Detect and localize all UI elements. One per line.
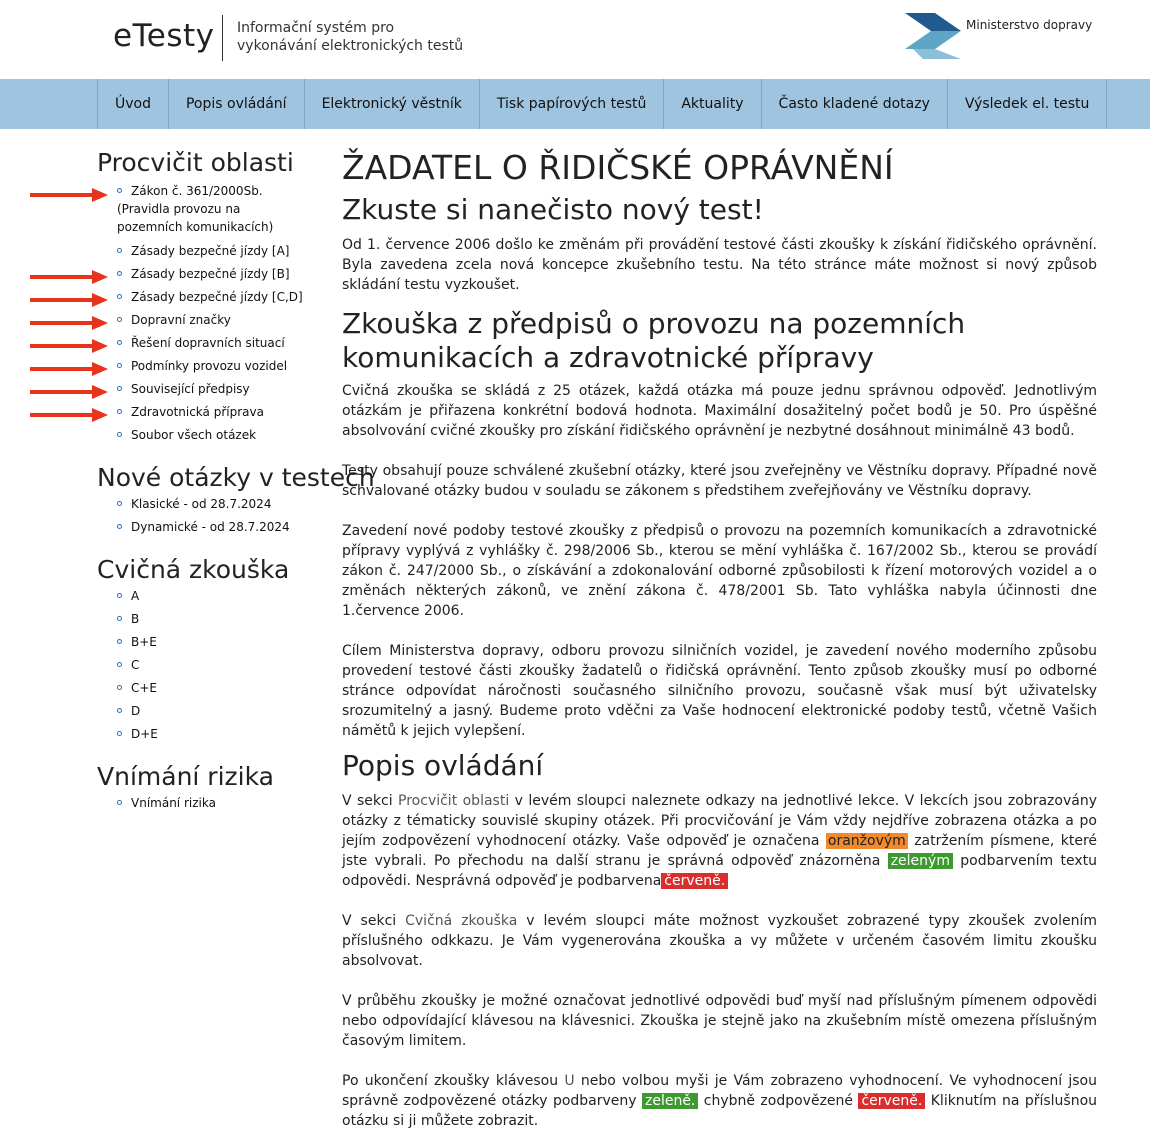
exam-paragraph-4: Cílem Ministerstva dopravy, odboru provozu silničních vozidel, je zavedení nového moderního způsobu provedení testové části zkoušky žadatelů o řidičská oprávnění. Tento způsob zkoušky musí po odborné stránce odpovídat náročnosti současného silničního provozu, současně však musí být uživatelsky srozumitelný a jasný. Budeme proto vděčni za Vaše hodnocení elektronické podoby testů, včetně Vašich námětů k jejich vylepšení. (342, 643, 1097, 739)
text-span: chybně zodpovězené (703, 1093, 854, 1109)
intro-paragraph: Od 1. července 2006 došlo ke změnám při provádění testové části zkoušky k získání řidičského oprávnění. Byla zavedena zcela nová koncepce zkušebního testu. Na této stránce máte možnost si nový způsob skládání testu vyzkoušet. (342, 237, 1097, 293)
text-span: Po ukončení zkoušky klávesou (342, 1073, 565, 1089)
sidebar-item-exam-c[interactable] (97, 656, 342, 679)
red-highlight: červeně. (858, 1093, 925, 1109)
text-span: zatržením písmene, které jste vybrali. Po přechodu na další stranu je správná odpověď znázorněna (342, 833, 1098, 869)
nav-popis-ovladani[interactable]: Popis ovládání (168, 79, 304, 129)
sidebar-item-znacky[interactable] (97, 311, 342, 334)
bullet-icon (117, 731, 122, 736)
sidebar-item-label: Klasické - od 28.7.2024 (131, 497, 272, 511)
etesty-logo[interactable]: eTesty (113, 18, 215, 54)
risk-list (97, 794, 342, 817)
green-highlight: zeleným (888, 853, 953, 869)
exam-paragraph-2: Testy obsahují pouze schválené zkušební otázky, které jsou zveřejněny ve Věstníku dopravy. Případné nově schvalované otázky budou v souladu se zákonem s předstihem zveřejňovány ve Věstníku dopravy. (342, 463, 1097, 499)
sidebar-item-label: Zásady bezpečné jízdy [C,D] (131, 290, 303, 304)
nav-tisk-papirovych-testu[interactable]: Tisk papírových testů (479, 79, 663, 129)
bullet-icon (117, 501, 122, 506)
bullet-icon (117, 386, 122, 391)
sidebar-item-dynamicke[interactable] (97, 518, 342, 541)
nav-caste-dotazy[interactable]: Často kladené dotazy (761, 79, 947, 129)
text-span: v levém sloupci máte možnost vyzkoušet zobrazené typy zkoušek zvolením příslušného odkkazu. Je Vám vygenerována zkouška a vy můžete v určeném časovém limitu zkoušku absolvovat. (342, 913, 1097, 969)
bullet-icon (117, 593, 122, 598)
sidebar-item-zasady-cd[interactable] (97, 288, 342, 311)
bullet-icon (117, 639, 122, 644)
areas-list (97, 182, 342, 449)
controls-paragraph-2 (342, 911, 1097, 971)
sidebar-item-zdravotnicka[interactable] (97, 403, 342, 426)
sidebar-item-label: Související předpisy (131, 382, 250, 396)
sidebar-item-label: Vnímání rizika (131, 796, 216, 810)
sidebar-item-label: Zákon č. 361/2000Sb. (Pravidla provozu na pozemních komunikacích) (117, 184, 274, 234)
bullet-icon (117, 294, 122, 299)
sidebar-title-areas: Procvičit oblasti (97, 148, 294, 177)
sidebar-item-label: Soubor všech otázek (131, 428, 257, 442)
orange-highlight: oranžovým (827, 833, 906, 849)
nav-uvod[interactable]: Úvod (97, 79, 168, 129)
bullet-icon (117, 800, 122, 805)
sidebar-item-zasady-a[interactable] (97, 242, 342, 265)
sidebar-item-exam-be[interactable] (97, 633, 342, 656)
ministry-name: Ministerstvo dopravy (966, 18, 1093, 32)
text-span: V sekci (342, 793, 399, 809)
sidebar-item-label: D (131, 704, 141, 718)
bullet-icon (117, 317, 122, 322)
nav-vysledek-testu[interactable]: Výsledek el. testu (947, 79, 1108, 129)
cvicna-zkouska-link[interactable]: Cvičná zkouška (405, 913, 518, 929)
heading-try-test: Zkuste si nanečisto nový test! (342, 193, 764, 226)
controls-paragraph-4 (342, 1071, 1097, 1131)
sidebar-title-exam: Cvičná zkouška (97, 555, 290, 584)
bullet-icon (117, 662, 122, 667)
text-span: v levém sloupci naleznete odkazy na jednotlivé lekce. V lekcích jsou zobrazovány otázky z tématicky souvislé skupiny otázek. Při procvičování je Vám vždy nejdříve zobrazena otázka a po jejím zodpovězení vyhodnocení otázky. Vaše odpověď je označena (342, 793, 1097, 849)
sidebar-item-exam-a[interactable] (97, 587, 342, 610)
site-subtitle: Informační systém pro vykonávání elektronických testů (237, 20, 464, 54)
sidebar-item-predpisy[interactable] (97, 380, 342, 403)
sidebar-item-situace[interactable] (97, 334, 342, 357)
bullet-icon (117, 248, 122, 253)
new-questions-list (97, 495, 342, 541)
sidebar-item-label: Zásady bezpečné jízdy [B] (131, 267, 290, 281)
text-span: Kliknutím na příslušnou otázku si ji můžete zobrazit. (342, 1093, 1098, 1129)
sidebar-item-klasicke[interactable] (97, 495, 342, 518)
ministry-emblem-icon (905, 13, 965, 61)
bullet-icon (117, 409, 122, 414)
heading-controls: Popis ovládání (342, 749, 544, 782)
exam-list (97, 587, 342, 748)
sidebar-item-label: Zásady bezpečné jízdy [A] (131, 244, 290, 258)
nav-aktuality[interactable]: Aktuality (663, 79, 760, 129)
sidebar-item-label: Dopravní značky (131, 313, 231, 327)
sidebar-item-label: Podmínky provozu vozidel (131, 359, 288, 373)
key-u: U (564, 1073, 575, 1089)
sidebar-item-label: Zdravotnická příprava (131, 405, 264, 419)
text-span: nebo volbou myši je Vám zobrazeno vyhodnocení. Ve vyhodnocení jsou správně zodpovězené otázky podbarveny (342, 1073, 1097, 1109)
bullet-icon (117, 616, 122, 621)
sidebar-item-label: Řešení dopravních situací (131, 336, 285, 350)
text-span: podbarvením textu odpovědi. Nesprávná odpověď je podbarvena (342, 853, 1097, 889)
sidebar-item-zasady-b[interactable] (97, 265, 342, 288)
heading-exam: Zkouška z předpisů o provozu na pozemních komunikacích a zdravotnické přípravy (342, 307, 966, 374)
sidebar-item-label: A (131, 589, 140, 603)
sidebar-item-label: B+E (131, 635, 157, 649)
procvicit-oblasti-link[interactable]: Procvičit oblasti (398, 793, 510, 809)
sidebar-title-new: Nové otázky v testech (97, 463, 375, 492)
sidebar-item-exam-de[interactable] (97, 725, 342, 748)
main-content (342, 147, 1097, 1131)
sidebar-item-label: Dynamické - od 28.7.2024 (131, 520, 290, 534)
sidebar-title-risk: Vnímání rizika (97, 762, 274, 791)
bullet-icon (117, 271, 122, 276)
text-span: V sekci (342, 913, 406, 929)
main-nav (0, 79, 1150, 129)
header (0, 0, 1150, 79)
controls-paragraph-3: V průběhu zkoušky je možné označovat jednotlivé odpovědi buď myší nad příslušným pímenem odpovědi nebo odpovídající klávesou na klávesnici. Zkouška je stejně jako na zkušebním místě omezena příslušným časovým limitem. (342, 993, 1097, 1049)
bullet-icon (117, 432, 122, 437)
ministry-logo[interactable] (905, 13, 1105, 61)
sidebar-item-exam-b[interactable] (97, 610, 342, 633)
sidebar-item-soubor[interactable] (97, 426, 342, 449)
exam-paragraph-1: Cvičná zkouška se skládá z 25 otázek, každá otázka má pouze jednu správnou odpověď. Jednotlivým otázkám je přiřazena konkrétní bodová hodnota. Maximální dosažitelný počet bodů je 50. Pro úspěšné absolvování cvičné zkoušky pro získání řidičského oprávnění je nezbytné dosáhnout minimálně 43 bodů. (342, 383, 1097, 439)
sidebar-item-exam-d[interactable] (97, 702, 342, 725)
sidebar-item-risk[interactable] (97, 794, 342, 817)
nav-elektronicky-vestnik[interactable]: Elektronický věstník (304, 79, 479, 129)
sidebar-item-label: C+E (131, 681, 158, 695)
bullet-icon (117, 685, 122, 690)
bullet-icon (117, 340, 122, 345)
logo-separator (222, 15, 223, 61)
sidebar-item-label: B (131, 612, 140, 626)
green-highlight: zeleně. (642, 1093, 698, 1109)
sidebar-item-label: C (131, 658, 140, 672)
sidebar-item-label: D+E (131, 727, 158, 741)
page-title: ŽADATEL O ŘIDIČSKÉ OPRÁVNĚNÍ (342, 148, 894, 187)
bullet-icon (117, 363, 122, 368)
sidebar-item-exam-ce[interactable] (97, 679, 342, 702)
exam-paragraph-3: Zavedení nové podoby testové zkoušky z předpisů o provozu na pozemních komunikacích a zdravotnické přípravy vyplývá z vyhlášky č. 298/2006 Sb., kterou se mění vyhláška č. 167/2002 Sb., kterou se provádí zákon č. 247/2000 Sb., o získávání a zdokonalování odborné způsobilosti k řízení motorových vozidel a o změnách některých zákonů, ve znění zákona č. 478/2001 Sb. Tato vyhláška nabyla účinnosti dne 1.července 2006. (342, 523, 1097, 619)
red-highlight: červeně. (661, 873, 728, 889)
bullet-icon (117, 708, 122, 713)
sidebar-item-zakon[interactable] (97, 182, 342, 242)
controls-paragraph-1 (342, 791, 1097, 891)
bullet-icon (117, 524, 122, 529)
bullet-icon (117, 188, 122, 193)
sidebar-item-podminky[interactable] (97, 357, 342, 380)
